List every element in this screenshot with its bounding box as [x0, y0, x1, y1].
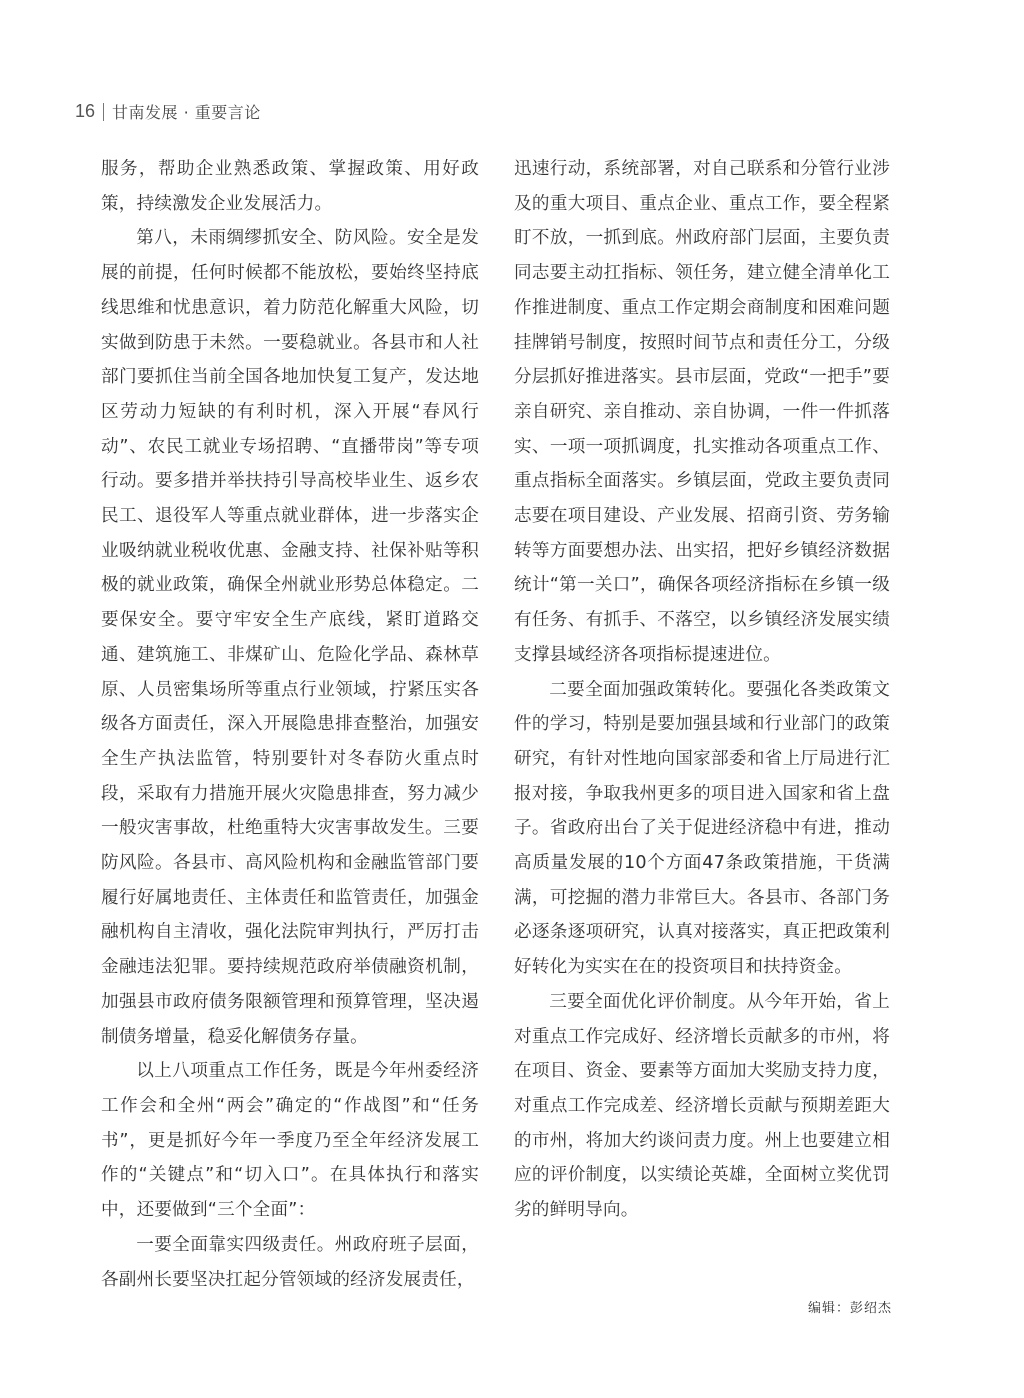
paragraph: 以上八项重点工作任务，既是今年州委经济工作会和全州“两会”确定的“作战图”和“任务书”，更是抓好今年一季度乃至全年经济发展工作的“关键点”和“切入口”。在具体执行和落实中，还要做到“三个全面”： [101, 1061, 479, 1221]
left-column [101, 152, 479, 1297]
paragraph: 服务，帮助企业熟悉政策、掌握政策、用好政策，持续激发企业发展活力。 [101, 159, 479, 214]
editor-credit: 编辑：彭绍杰 [808, 1301, 893, 1316]
page-number: 16 [75, 101, 96, 121]
running-header [75, 100, 261, 123]
paragraph: 二要全面加强政策转化。要强化各类政策文件的学习，特别是要加强县域和行业部门的政策研究，有针对性地向国家部委和省上厅局进行汇报对接，争取我州更多的项目进入国家和省上盘子。省政府出台了关于促进经济稳中有进，推动高质量发展的10个方面47条政策措施，干货满满，可挖掘的潜力非常巨大。各县市、各部门务必逐条逐项研究，认真对接落实，真正把政策利好转化为实实在在的投资项目和扶持资金。 [514, 679, 890, 978]
section-title: 甘南发展 · 重要言论 [112, 103, 261, 122]
paragraph: 第八，未雨绸缪抓安全、防风险。安全是发展的前提，任何时候都不能放松，要始终坚持底线思维和忧患意识，着力防范化解重大风险，切实做到防患于未然。一要稳就业。各县市和人社部门要抓住当前全国各地加快复工复产，发达地区劳动力短缺的有利时机，深入开展“春风行动”、农民工就业专场招聘、“直播带岗”等专项行动。要多措并举扶持引导高校毕业生、返乡农民工、退役军人等重点就业群体，进一步落实企业吸纳就业税收优惠、金融支持、社保补贴等积极的就业政策，确保全州就业形势总体稳定。二要保安全。要守牢安全生产底线，紧盯道路交通、建筑施工、非煤矿山、危险化学品、森林草原、人员密集场所等重点行业领域，拧紧压实各级各方面责任，深入开展隐患排查整治，加强安全生产执法监管，特别要针对冬春防火重点时段，采取有力措施开展火灾隐患排查，努力减少一般灾害事故，杜绝重特大灾害事故发生。三要防风险。各县市、高风险机构和金融监管部门要履行好属地责任、主体责任和监管责任，加强金融机构自主清收，强化法院审判执行，严厉打击金融违法犯罪。要持续规范政府举债融资机制，加强县市政府债务限额管理和预算管理，坚决遏制债务增量，稳妥化解债务存量。 [101, 228, 479, 1047]
header-divider [103, 103, 104, 121]
paragraph: 迅速行动，系统部署，对自己联系和分管行业涉及的重大项目、重点企业、重点工作，要全程紧盯不放，一抓到底。州政府部门层面，主要负责同志要主动扛指标、领任务，建立健全清单化工作推进制度、重点工作定期会商制度和困难问题挂牌销号制度，按照时间节点和责任分工，分级分层抓好推进落实。县市层面，党政“一把手”要亲自研究、亲自推动、亲自协调，一件一件抓落实、一项一项抓调度，扎实推动各项重点工作、重点指标全面落实。乡镇层面，党政主要负责同志要在项目建设、产业发展、招商引资、劳务输转等方面要想办法、出实招，把好乡镇经济数据统计“第一关口”，确保各项经济指标在乡镇一级有任务、有抓手、不落空，以乡镇经济发展实绩支撑县域经济各项指标提速进位。 [514, 159, 890, 665]
paragraph: 三要全面优化评价制度。从今年开始，省上对重点工作完成好、经济增长贡献多的市州，将在项目、资金、要素等方面加大奖励支持力度，对重点工作完成差、经济增长贡献与预期差距大的市州，将加大约谈问责力度。州上也要建立相应的评价制度，以实绩论英雄，全面树立奖优罚劣的鲜明导向。 [514, 991, 890, 1221]
paragraph: 一要全面靠实四级责任。州政府班子层面，各副州长要坚决扛起分管领域的经济发展责任， [101, 1234, 479, 1290]
right-column [514, 152, 890, 1228]
